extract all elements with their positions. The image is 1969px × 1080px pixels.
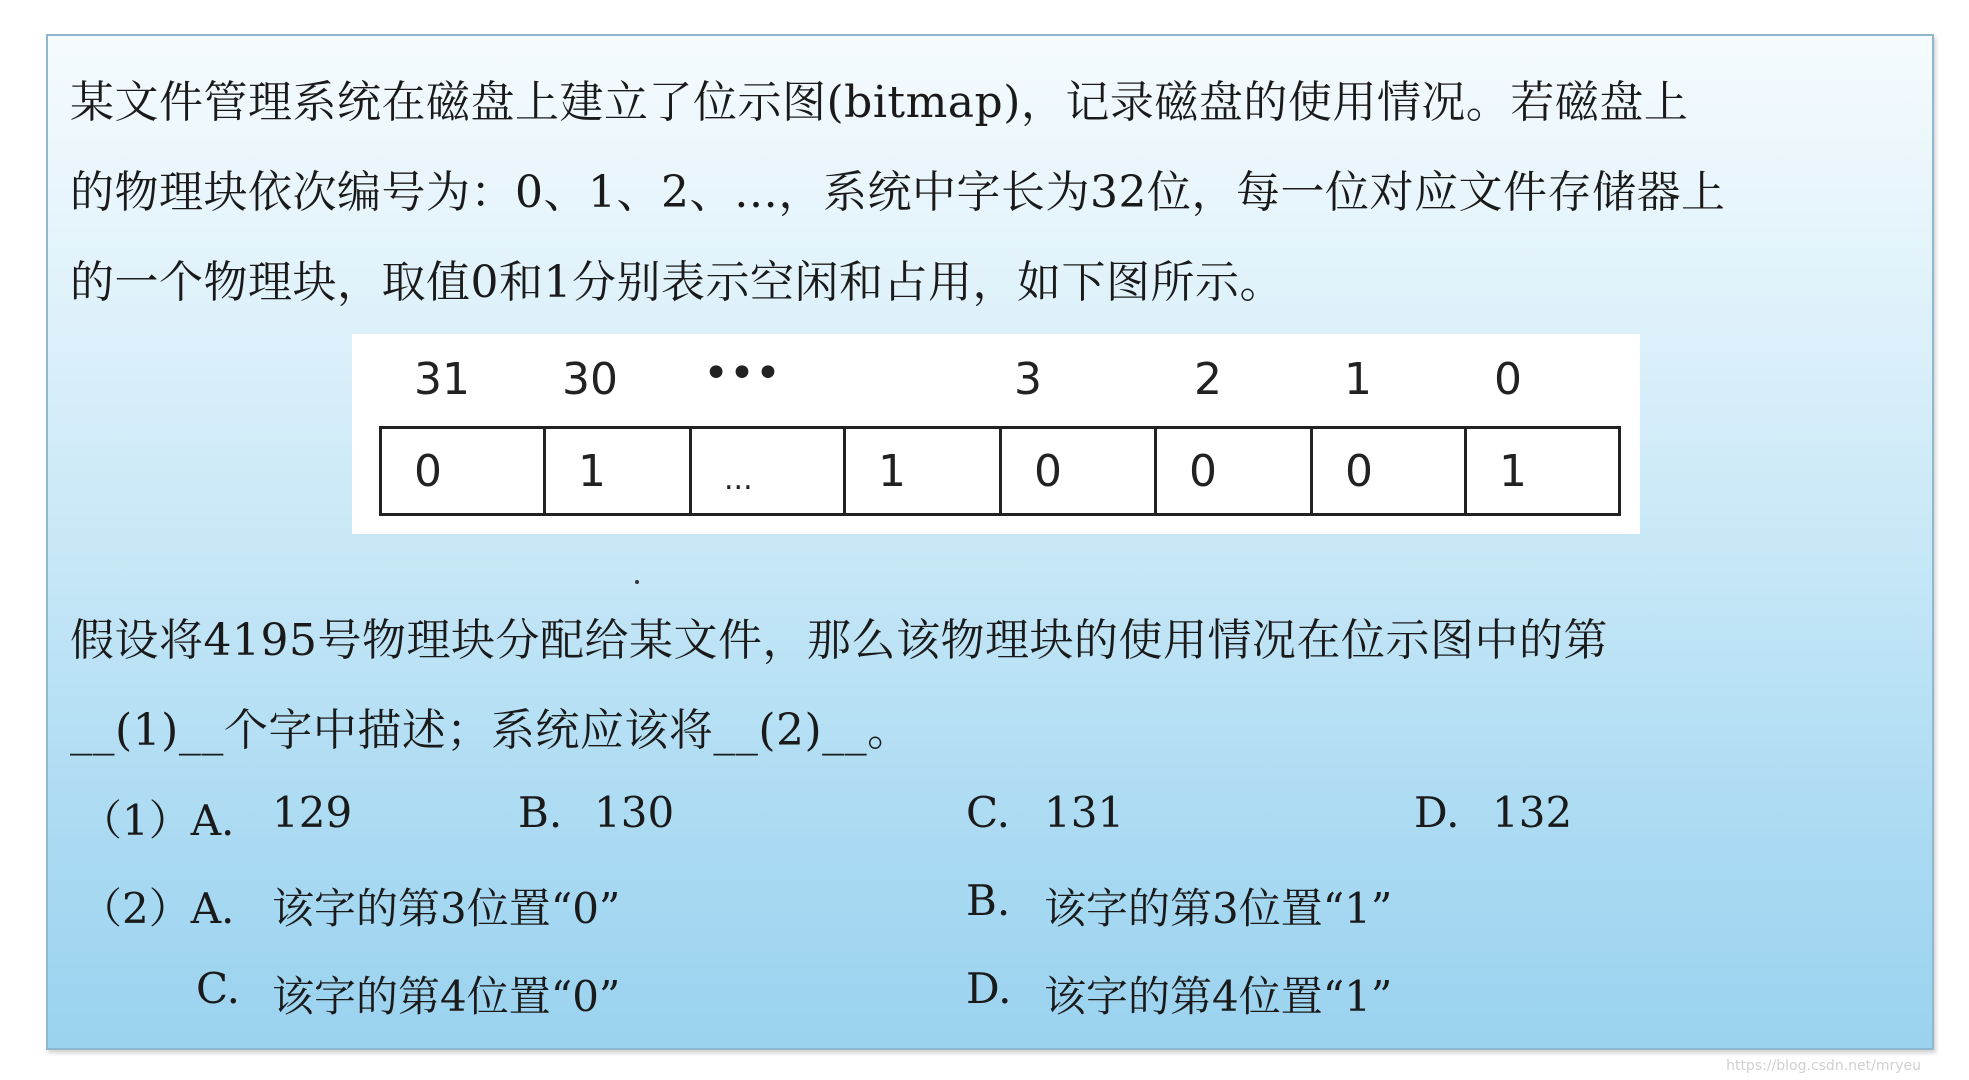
bit-cell: 1	[546, 429, 692, 513]
intro-line-2: 的物理块依次编号为：0、1、2、…，系统中字长为32位，每一位对应文件存储器上	[70, 167, 1726, 218]
option-2-a: 该字的第3位置“0”	[272, 884, 621, 933]
option-2-d-label: D.	[966, 964, 1012, 1013]
option-2-c-label: C.	[196, 964, 240, 1013]
option-2-c: 该字的第4位置“0”	[272, 972, 621, 1021]
bit-cell: 0	[382, 429, 546, 513]
option-1-c: 131	[1044, 788, 1125, 837]
option-2-d: 该字的第4位置“1”	[1044, 972, 1393, 1021]
option-2-b: 该字的第3位置“1”	[1044, 884, 1393, 933]
stray-dot	[635, 580, 639, 584]
option-1-b-label: B.	[518, 788, 563, 837]
bit-index-ellipsis: •••	[703, 348, 781, 399]
intro-line-1: 某文件管理系统在磁盘上建立了位示图(bitmap)，记录磁盘的使用情况。若磁盘上	[70, 77, 1689, 128]
bit-cell: 0	[1002, 429, 1157, 513]
option-2-prefix: （2）A.	[80, 884, 235, 933]
bit-cell: 0	[1157, 429, 1313, 513]
bit-index-30: 30	[562, 354, 618, 405]
bit-index-31: 31	[414, 354, 470, 405]
option-1-a: 129	[272, 788, 353, 837]
bit-cell: ...	[692, 429, 846, 513]
bit-index-3: 3	[1014, 354, 1042, 405]
option-1-d-label: D.	[1414, 788, 1460, 837]
bit-cells-row	[379, 426, 1621, 516]
bit-index-1: 1	[1344, 354, 1372, 405]
intro-line-3: 的一个物理块，取值0和1分别表示空闲和占用，如下图所示。	[70, 257, 1284, 308]
option-2-b-label: B.	[966, 876, 1011, 925]
bit-index-2: 2	[1194, 354, 1222, 405]
option-1-b: 130	[594, 788, 675, 837]
option-1-c-label: C.	[966, 788, 1010, 837]
bit-cell: 0	[1313, 429, 1467, 513]
option-1-prefix: （1）A.	[80, 796, 235, 845]
bit-index-0: 0	[1494, 354, 1522, 405]
watermark-text: https://blog.csdn.net/mryeu	[1726, 1058, 1921, 1074]
stem-line-1: 假设将4195号物理块分配给某文件，那么该物理块的使用情况在位示图中的第	[70, 615, 1608, 666]
bit-cell: 1	[1499, 445, 1527, 497]
bitmap-figure	[352, 334, 1640, 534]
bit-cell: 1	[846, 429, 1002, 513]
option-1-d: 132	[1492, 788, 1573, 837]
stem-line-2: __(1)__个字中描述；系统应该将__(2)__。	[70, 705, 912, 756]
